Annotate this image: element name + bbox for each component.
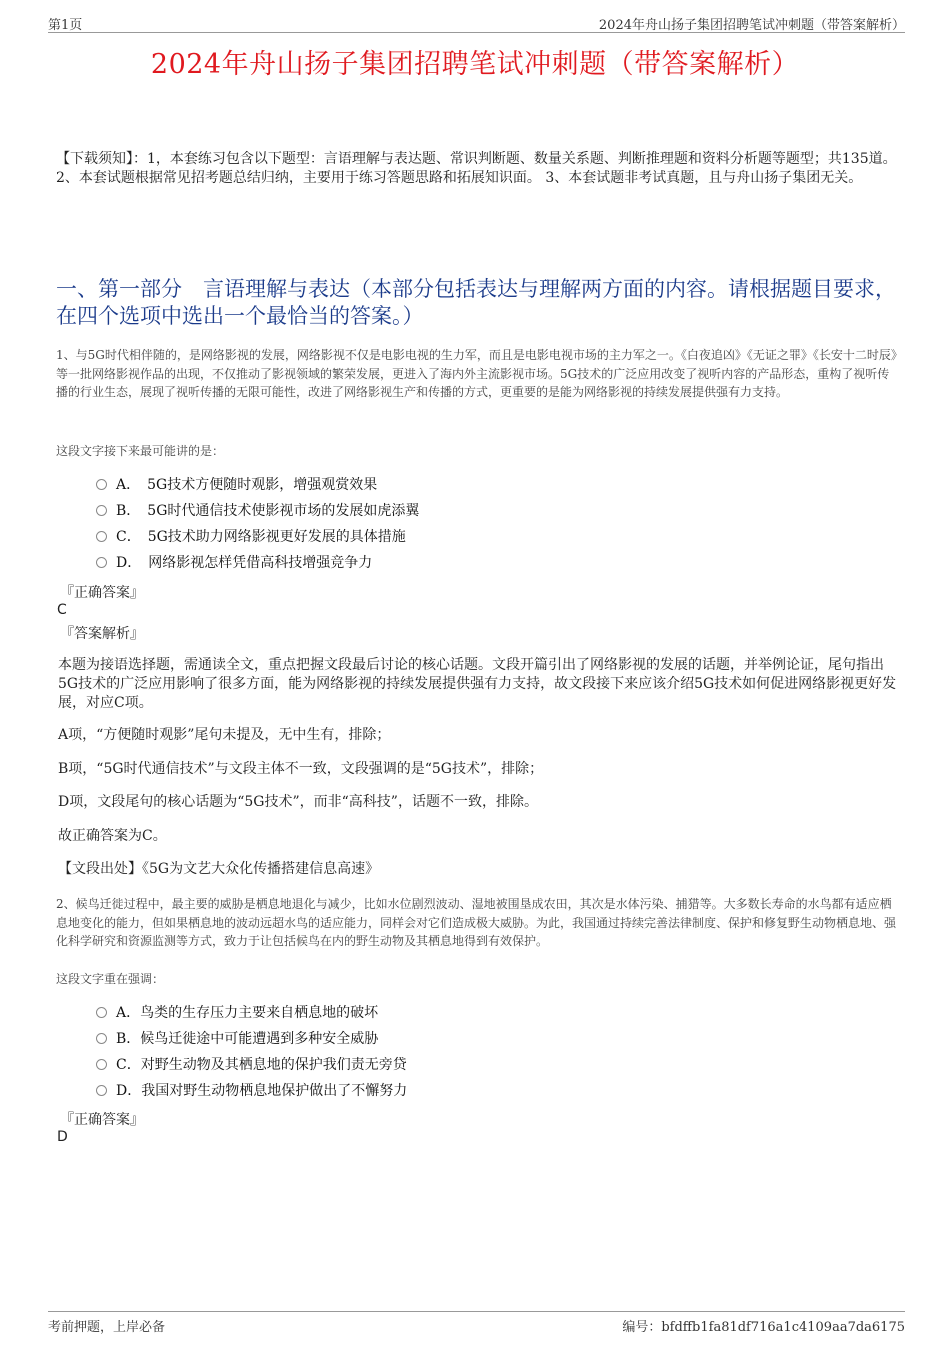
question-2-option-b[interactable]: B．候鸟迁徙途中可能遭遇到多种安全威胁 [96, 1029, 378, 1049]
section-heading: 一、第一部分 言语理解与表达（本部分包括表达与理解两方面的内容。请根据题目要求，在四个选项中选出一个最恰当的答案。） [56, 277, 896, 328]
analysis-paragraph: A项，“方便随时观影”尾句未提及，无中生有，排除； [58, 727, 391, 743]
radio-icon[interactable] [96, 505, 107, 516]
question-2-prompt: 这段文字重在强调： [56, 972, 165, 986]
page-number: 第1页 [48, 18, 83, 33]
analysis-paragraph: D项，文段尾句的核心话题为“5G技术”，而非“高科技”，话题不一致，排除。 [58, 794, 538, 810]
analysis-paragraph: 故正确答案为C。 [58, 828, 167, 844]
question-2-answer: D [57, 1129, 68, 1145]
footer-slogan: 考前押题，上岸必备 [48, 1320, 166, 1335]
radio-icon[interactable] [96, 479, 107, 490]
question-2-option-c[interactable]: C．对野生动物及其栖息地的保护我们责无旁贷 [96, 1055, 407, 1075]
question-1-prompt: 这段文字接下来最可能讲的是： [56, 444, 225, 458]
question-1-option-b[interactable]: B． 5G时代通信技术使影视市场的发展如虎添翼 [96, 501, 419, 521]
question-2-option-d[interactable]: D．我国对野生动物栖息地保护做出了不懈努力 [96, 1081, 407, 1101]
question-2-text: 2、候鸟迁徙过程中，最主要的威胁是栖息地退化与减少，比如水位剧烈波动、湿地被围垦成农田，其次是水体污染、捕猎等。大多数长寿命的水鸟都有适应栖息地变化的能力，但如果栖息地的波动远超水鸟的适应能力，同样会对它们造成极大威胁。为此，我国通过持续完善法律制度、保护和修复野生动物栖息地、强化科学研究和资源监测等方式，致力于让包括候鸟在内的野生动物及其栖息地得到有效保护。 [56, 897, 897, 948]
page-footer [48, 1311, 905, 1335]
radio-icon[interactable] [96, 1007, 107, 1018]
radio-icon[interactable] [96, 1033, 107, 1044]
question-1-answer-label: 『正确答案』 [60, 585, 144, 601]
question-1-option-a[interactable]: A． 5G技术方便随时观影，增强观赏效果 [96, 475, 377, 495]
radio-icon[interactable] [96, 557, 107, 568]
document-title: 2024年舟山扬子集团招聘笔试冲刺题（带答案解析） [150, 49, 800, 80]
question-1-text: 1、与5G时代相伴随的，是网络影视的发展，网络影视不仅是电影电视的生力军，而且是电影电视市场的主力军之一。《白夜追凶》《无证之罪》《长安十二时辰》等一批网络影视作品的出现，不仅推动了影视领域的繁荣发展，更进入了海内外主流影视市场。5G技术的广泛应用改变了视听内容的产品形态，重构了视听传播的行业生态，展现了视听传播的无限可能性，改进了网络影视生产和传播的方式，更重要的是能为网络影视的持续发展提供强有力支持。 [56, 348, 897, 399]
analysis-paragraph: 本题为接语选择题，需通读全文，重点把握文段最后讨论的核心话题。文段开篇引出了网络影视的发展的话题，并举例论证，尾句指出5G技术的广泛应用影响了很多方面，能为网络影视的持续发展提供强有力支持，故文段接下来应该介绍5G技术如何促进网络影视更好发展，对应C项。 [58, 657, 897, 711]
radio-icon[interactable] [96, 531, 107, 542]
analysis-paragraph: B项，“5G时代通信技术”与文段主体不一致，文段强调的是“5G技术”，排除； [58, 761, 544, 777]
analysis-source: 【文段出处】《5G为文艺大众化传播搭建信息高速》 [58, 861, 380, 877]
question-2-answer-label: 『正确答案』 [60, 1112, 144, 1128]
header-doc-title: 2024年舟山扬子集团招聘笔试冲刺题（带答案解析） [598, 18, 905, 33]
document-id: 编号：bfdffb1fa81df716a1c4109aa7da6175 [622, 1320, 905, 1335]
page-header [48, 12, 905, 33]
question-2-option-a[interactable]: A．鸟类的生存压力主要来自栖息地的破坏 [96, 1003, 378, 1023]
radio-icon[interactable] [96, 1085, 107, 1096]
radio-icon[interactable] [96, 1059, 107, 1070]
question-1-option-c[interactable]: C． 5G技术助力网络影视更好发展的具体措施 [96, 527, 406, 547]
question-1-analysis-label: 『答案解析』 [60, 626, 144, 642]
question-1-answer: C [57, 602, 67, 618]
question-1-option-d[interactable]: D． 网络影视怎样凭借高科技增强竞争力 [96, 553, 372, 573]
download-notice: 【下载须知】：1，本套练习包含以下题型：言语理解与表达题、常识判断题、数量关系题、判断推理题和资料分析题等题型；共135道。 2、本套试题根据常见招考题总结归纳，主要用于练习答题思路和拓展知识面。 3、本套试题非考试真题，且与舟山扬子集团无关。 [56, 151, 897, 186]
